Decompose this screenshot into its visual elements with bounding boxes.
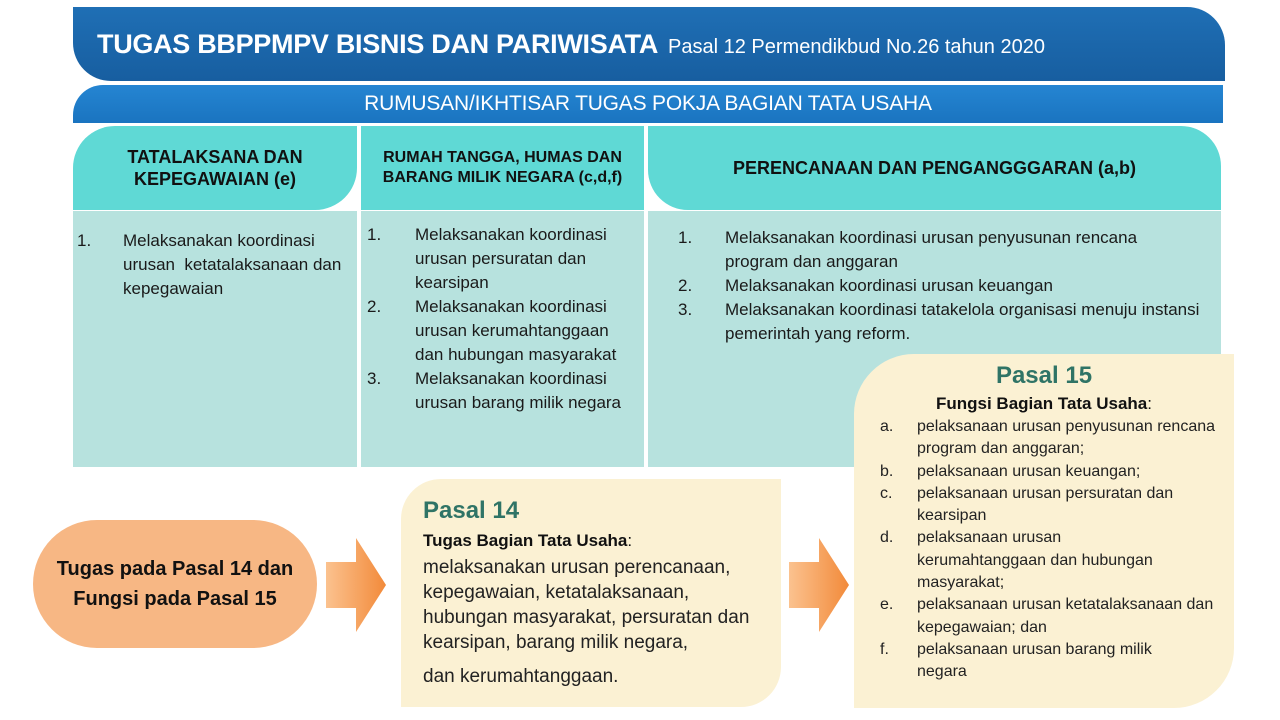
pasal-14-lead-colon: : <box>627 531 633 550</box>
list-item <box>880 483 1230 528</box>
summary-line-1: Tugas pada Pasal 14 dan <box>56 558 294 580</box>
list-item-number: 2. <box>367 297 382 316</box>
arrow-right-icon <box>326 538 388 632</box>
list-item <box>880 639 1230 684</box>
column-heading-rumah-tangga <box>361 126 644 210</box>
pasal-14-card <box>401 479 781 707</box>
list-item-text: pelaksanaan urusan penyusunan rencana program dan anggaran; <box>917 418 1216 458</box>
arrow-right-icon <box>789 538 851 632</box>
list-item <box>678 274 1218 298</box>
list-item-text: Melaksanakan koordinasi urusan keuangan <box>725 276 1053 295</box>
section-banner <box>73 85 1223 123</box>
list-item-number: 1. <box>678 228 693 247</box>
list-item-text: Melaksanakan koordinasi urusan persuratan dan kearsipan <box>415 225 607 292</box>
list-item <box>880 461 1230 483</box>
column-heading-perencanaan <box>648 126 1221 210</box>
list-item <box>678 298 1218 346</box>
summary-pill <box>33 520 317 648</box>
list-item-text: pelaksanaan urusan persuratan dan kearsipan <box>917 484 1174 525</box>
list-item-letter: f. <box>880 640 889 658</box>
column-heading-tatalaksana <box>73 126 357 210</box>
list-item-text: pelaksanaan urusan ketatalaksanaan dan kepegawaian; dan <box>917 596 1214 636</box>
list-item <box>77 229 353 301</box>
list-item-text: Melaksanakan koordinasi urusan barang milik negara <box>415 369 622 412</box>
list-item-letter: e. <box>880 596 894 614</box>
list-item-letter: c. <box>880 484 893 502</box>
task-list <box>367 223 639 415</box>
column-heading-label: TATALAKSANA DAN KEPEGAWAIAN (e) <box>127 146 303 189</box>
list-item-number: 2. <box>678 276 693 295</box>
list-item-number: 1. <box>367 225 382 244</box>
pasal-14-tail: dan kerumahtanggaan. <box>423 666 619 687</box>
column-heading-label: RUMAH TANGGA, HUMAS DAN BARANG MILIK NEGARA (c,d,f) <box>382 149 623 186</box>
column-body-tatalaksana <box>73 211 357 467</box>
list-item-text: Melaksanakan koordinasi urusan ketatalaksanaan dan kepegawaian <box>123 231 347 298</box>
list-item <box>880 416 1230 461</box>
column-body-rumah-tangga <box>361 211 644 467</box>
pasal-14-title: Pasal 14 <box>423 497 520 524</box>
function-list <box>880 416 1230 684</box>
pasal-14-lead-text: Tugas Bagian Tata Usaha <box>423 531 628 550</box>
section-title: RUMUSAN/IKHTISAR TUGAS POKJA BAGIAN TATA USAHA <box>364 92 932 115</box>
pasal-15-lead <box>854 394 1234 414</box>
list-item <box>880 594 1230 639</box>
list-item-number: 1. <box>77 231 92 250</box>
list-item-text: Melaksanakan koordinasi urusan penyusunan rencana program dan anggaran <box>725 228 1138 271</box>
list-item-text: Melaksanakan koordinasi urusan kerumahtanggaan dan hubungan masyarakat <box>415 297 617 364</box>
list-item-letter: d. <box>880 529 894 547</box>
pasal-15-lead-text: Fungsi Bagian Tata Usaha <box>935 394 1148 413</box>
pasal-15-card <box>854 354 1234 708</box>
column-heading-label: PERENCANAAN DAN PENGANGGGARAN (a,b) <box>732 157 1136 178</box>
page-subtitle: Pasal 12 Permendikbud No.26 tahun 2020 <box>668 35 1045 58</box>
list-item-letter: a. <box>880 418 894 435</box>
summary-line-2: Fungsi pada Pasal 15 <box>73 588 277 610</box>
task-list <box>77 229 353 301</box>
list-item <box>678 226 1218 274</box>
list-item-letter: b. <box>880 462 894 480</box>
list-item-text: pelaksanaan urusan keuangan; <box>917 462 1141 480</box>
list-item-number: 3. <box>678 300 693 319</box>
list-item-text: pelaksanaan urusan barang milik negara <box>917 640 1152 681</box>
list-item <box>367 295 639 367</box>
list-item <box>367 367 639 415</box>
title-banner <box>73 7 1225 81</box>
pasal-14-body: melaksanakan urusan perencanaan, kepegawaian, ketatalaksanaan, hubungan masyarakat, persuratan dan kearsipan, barang milik negara, <box>423 557 750 653</box>
task-list <box>678 226 1218 346</box>
list-item-number: 3. <box>367 369 382 388</box>
list-item-text: Melaksanakan koordinasi tatakelola organisasi menuju instansi pemerintah yang reform. <box>725 300 1200 343</box>
page-title: TUGAS BBPPMPV BISNIS DAN PARIWISATA <box>97 28 659 59</box>
list-item <box>367 223 639 295</box>
pasal-15-title: Pasal 15 <box>995 362 1093 389</box>
pasal-15-lead-colon: : <box>1147 394 1152 413</box>
list-item-text: pelaksanaan urusan kerumahtanggaan dan hubungan masyarakat; <box>917 529 1153 592</box>
list-item <box>880 527 1230 594</box>
pasal-14-lead <box>423 531 632 551</box>
